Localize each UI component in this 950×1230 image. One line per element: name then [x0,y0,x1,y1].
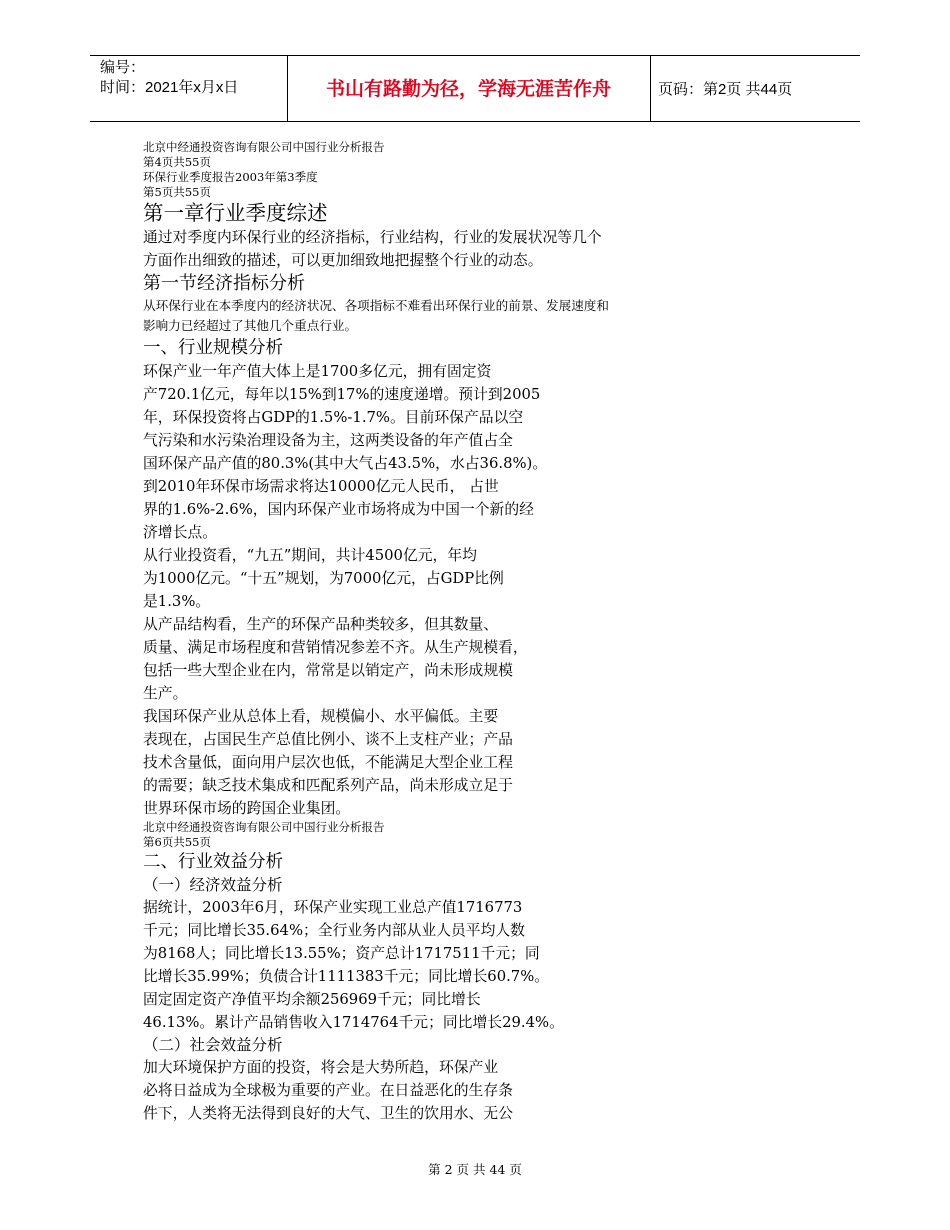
paragraph-line: 固定固定资产净值平均余额256969千元；同比增长 [143,991,481,1008]
top-note: 环保行业季度报告2003年第3季度 [143,170,318,184]
paragraph-line: 是1.3%。 [143,593,211,610]
header-motto: 书山有路勤为径，学海无涯苦作舟 [325,78,611,100]
top-note: 北京中经通投资咨询有限公司中国行业分析报告 [143,140,385,154]
chapter-title: 第一章行业季度综述 [143,201,328,225]
section-intro-line: 从环保行业在本季度内的经济状况、各项指标不难看出环保行业的前景、发展速度和 [143,298,609,313]
header-top-rule [90,55,860,56]
paragraph-line: 加大环境保护方面的投资，将会是大势所趋，环保产业 [143,1059,499,1076]
mid-note: 第6页共55页 [143,835,211,849]
paragraph-line: 世界环保市场的跨国企业集团。 [143,800,351,817]
paragraph-line: 表现在，占国民生产总值比例小、谈不上支柱产业；产品 [143,731,513,748]
paragraph-line: 我国环保产业从总体上看，规模偏小、水平偏低。主要 [143,708,499,725]
subsection-title: 一、行业规模分析 [143,338,283,358]
page-footer: 第 2 页 共 44 页 [428,1162,522,1177]
paragraph-line: 千元；同比增长35.64%；全行业务内部从业人员平均人数 [143,922,525,939]
time-label: 时间：2021年x月x日 [100,79,239,96]
paragraph-line: 生产。 [143,685,188,702]
header-page-info: 页码：第2页 共44页 [658,81,793,98]
top-note: 第4页共55页 [143,155,211,169]
paragraph-line: 比增长35.99%；负债合计1111383千元；同比增长60.7%。 [143,968,550,985]
paragraph-line: 据统计，2003年6月，环保产业实现工业总产值1716773 [143,899,523,916]
subsubsection-title: （二）社会效益分析 [143,1036,283,1054]
paragraph-line: 济增长点。 [143,524,217,541]
section-title: 第一节经济指标分析 [143,273,305,294]
paragraph-line: 年，环保投资将占GDP的1.5%-1.7%。目前环保产品以空 [143,409,524,426]
paragraph-line: 为1000亿元。“十五”规划，为7000亿元，占GDP比例 [143,570,504,587]
header-divider-right [650,55,651,121]
paragraph-line: 为8168人；同比增长13.55%；资产总计1717511千元；同 [143,945,540,962]
subsubsection-title: （一）经济效益分析 [143,876,283,894]
paragraph-line: 从产品结构看，生产的环保产品种类较多，但其数量、 [143,616,499,633]
number-label: 编号： [100,59,146,76]
paragraph-line: 件下，人类将无法得到良好的大气、卫生的饮用水、无公 [143,1105,513,1122]
paragraph-line: 46.13%。累计产品销售收入1714764千元；同比增长29.4%。 [143,1014,564,1031]
paragraph-line: 的需要；缺乏技术集成和匹配系列产品，尚未形成立足于 [143,777,513,794]
paragraph-line: 界的1.6%-2.6%，国内环保产业市场将成为中国一个新的经 [143,501,534,518]
paragraph-line: 技术含量低，面向用户层次也低，不能满足大型企业工程 [143,754,513,771]
paragraph-line: 产720.1亿元，每年以15%到17%的速度递增。预计到2005 [143,386,541,403]
document-body [143,140,783,1125]
paragraph-line: 气污染和水污染治理设备为主，这两类设备的年产值占全 [143,432,513,449]
chapter-intro-line: 通过对季度内环保行业的经济指标，行业结构，行业的发展状况等几个 [143,229,602,246]
paragraph-line: 国环保产品产值的80.3%(其中大气占43.5%，水占36.8%)。 [143,455,548,472]
section-intro-line: 影响力已经超过了其他几个重点行业。 [143,318,358,333]
subsection-title: 二、行业效益分析 [143,852,283,872]
paragraph-line: 质量、满足市场程度和营销情况参差不齐。从生产规模看， [143,639,528,656]
paragraph-line: 环保产业一年产值大体上是1700多亿元，拥有固定资 [143,363,492,380]
paragraph-line: 到2010年环保市场需求将达10000亿元人民币， 占世 [143,478,499,495]
paragraph-line: 必将日益成为全球极为重要的产业。在日益恶化的生存条 [143,1082,513,1099]
header-meta [100,58,238,98]
header-bottom-rule [90,121,860,122]
paragraph-line: 包括一些大型企业在内，常常是以销定产，尚未形成规模 [143,662,513,679]
top-note: 第5页共55页 [143,185,211,199]
paragraph-line: 从行业投资看，“九五”期间，共计4500亿元，年均 [143,547,477,564]
mid-note: 北京中经通投资咨询有限公司中国行业分析报告 [143,820,385,834]
chapter-intro-line: 方面作出细致的描述，可以更加细致地把握整个行业的动态。 [143,252,543,269]
